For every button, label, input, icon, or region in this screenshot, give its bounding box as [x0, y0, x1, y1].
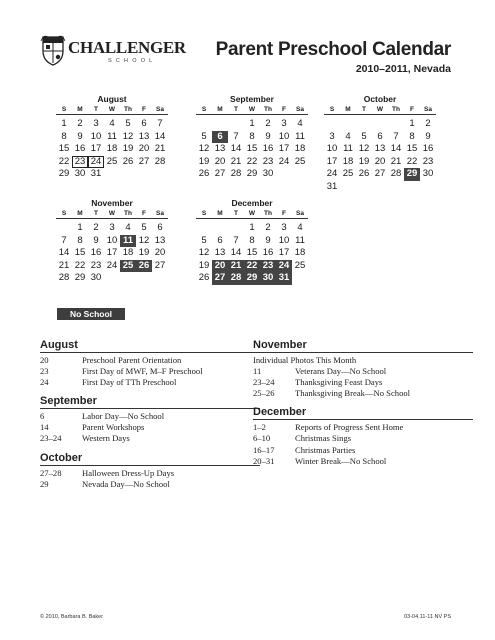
empty-day — [212, 222, 228, 235]
calendar-day: 14 — [390, 143, 402, 155]
calendar-day: 25 — [342, 168, 354, 180]
event-row — [253, 377, 473, 388]
calendar-day: 24 — [326, 168, 338, 180]
calendar-day: 20 — [214, 155, 226, 167]
calendar-day: 12 — [122, 130, 134, 142]
event-text: Labor Day—No School — [82, 411, 165, 422]
weekday-label: Sa — [424, 106, 432, 113]
day-grid — [56, 118, 168, 181]
calendar-day: 17 — [106, 247, 118, 259]
event-text: Christmas Parties — [295, 444, 356, 455]
calendar-day: 15 — [246, 247, 258, 259]
event-text: First Day of TTh Preschool — [82, 377, 177, 388]
event-month-heading: October — [40, 452, 260, 466]
calendar-day: 29 — [74, 272, 86, 284]
calendar-day: 17 — [90, 143, 102, 155]
event-text: Preschool Parent Orientation — [82, 355, 182, 365]
event-date: 23 — [40, 366, 49, 377]
weekday-label: T — [234, 210, 238, 217]
calendar-day: 13 — [374, 143, 386, 155]
calendar-october — [324, 94, 436, 194]
no-school-day: 25 — [120, 260, 136, 273]
no-school-day: 6 — [212, 131, 228, 144]
calendar-day: 19 — [198, 259, 210, 271]
weekday-label: S — [61, 210, 67, 217]
weekday-label: T — [362, 106, 366, 113]
calendar-day: 26 — [198, 168, 210, 180]
calendar-day: 24 — [88, 156, 104, 169]
no-school-day: 29 — [404, 168, 420, 181]
page-title: Parent Preschool Calendar — [215, 39, 451, 60]
event-section — [40, 339, 260, 388]
event-date: 25–26 — [253, 388, 275, 399]
empty-day — [228, 222, 244, 235]
weekday-label: F — [282, 106, 286, 113]
day-grid — [196, 222, 308, 285]
calendar-day: 31 — [90, 168, 102, 180]
calendar-day: 29 — [246, 168, 258, 180]
calendar-day: 22 — [246, 155, 258, 167]
calendar-december — [196, 198, 308, 285]
calendar-day: 11 — [107, 130, 117, 142]
day-grid — [324, 118, 436, 194]
calendar-day: 10 — [106, 234, 118, 246]
calendar-day: 7 — [233, 234, 239, 246]
event-month-heading: August — [40, 339, 260, 353]
weekday-header — [196, 209, 308, 219]
calendar-day: 3 — [281, 222, 287, 233]
event-date: 16–17 — [253, 444, 275, 455]
month-name: December — [231, 198, 273, 208]
calendar-day: 19 — [358, 155, 370, 167]
weekday-label: W — [108, 210, 116, 217]
calendar-day: 2 — [425, 118, 431, 129]
calendar-day: 29 — [58, 168, 70, 180]
weekday-label: T — [94, 106, 98, 113]
event-row — [40, 433, 260, 444]
calendar-day: 23 — [262, 155, 274, 167]
calendar-day: 25 — [294, 259, 306, 271]
calendar-day: 16 — [74, 143, 86, 155]
calendar-day: 7 — [393, 130, 399, 142]
event-row — [253, 388, 473, 399]
calendar-day: 28 — [58, 272, 70, 284]
calendar-day: 14 — [58, 247, 70, 259]
calendar-day: 30 — [90, 272, 102, 284]
calendar-day: 9 — [77, 130, 83, 142]
calendar-day: 22 — [58, 155, 70, 167]
weekday-header — [324, 105, 436, 115]
weekday-label: Th — [264, 106, 272, 113]
weekday-label: Sa — [156, 106, 164, 113]
event-month-heading: September — [40, 395, 260, 409]
calendar-day: 25 — [106, 155, 118, 167]
calendar-day: 9 — [265, 130, 271, 142]
month-name: August — [97, 94, 127, 104]
event-text: Thanksgiving Feast Days — [295, 377, 383, 388]
empty-day — [324, 118, 340, 131]
calendar-day: 6 — [141, 118, 147, 129]
weekday-label: W — [248, 106, 256, 113]
calendar-day: 2 — [77, 118, 83, 129]
calendar-day: 26 — [358, 168, 370, 180]
event-text: Reports of Progress Sent Home — [295, 422, 404, 433]
weekday-label: S — [201, 106, 207, 113]
calendar-day: 16 — [90, 247, 102, 259]
calendar-day: 2 — [93, 222, 99, 233]
calendar-day: 4 — [109, 118, 115, 129]
weekday-label: S — [201, 210, 207, 217]
calendar-day: 2 — [265, 118, 271, 129]
calendar-day: 13 — [214, 247, 226, 259]
event-date: 20 — [40, 355, 49, 365]
weekday-label: W — [376, 106, 384, 113]
event-date: 11 — [253, 366, 262, 377]
event-text: Winter Break—No School — [295, 455, 387, 466]
empty-day — [196, 118, 212, 131]
calendar-day: 21 — [154, 143, 166, 155]
calendar-day: 5 — [125, 118, 131, 129]
empty-day — [56, 222, 72, 235]
calendar-day: 5 — [201, 130, 207, 142]
day-grid — [196, 118, 308, 181]
empty-day — [212, 118, 228, 131]
event-row — [40, 411, 260, 422]
calendar-day: 18 — [106, 143, 118, 155]
day-grid — [56, 222, 168, 285]
calendar-day: 28 — [230, 168, 242, 180]
calendar-day: 9 — [425, 130, 431, 142]
calendar-day: 26 — [122, 155, 134, 167]
weekday-label: F — [282, 210, 286, 217]
weekday-label: T — [234, 106, 238, 113]
calendar-day: 1 — [61, 118, 67, 129]
calendar-day: 21 — [230, 155, 242, 167]
calendar-day: 27 — [138, 155, 150, 167]
calendar-day: 10 — [90, 130, 102, 142]
calendar-day: 27 — [154, 259, 166, 271]
event-section — [253, 339, 473, 399]
calendar-day: 6 — [157, 222, 163, 233]
calendar-day: 5 — [201, 234, 207, 246]
calendar-day: 5 — [141, 222, 147, 233]
calendar-day: 11 — [295, 130, 305, 142]
weekday-label: W — [248, 210, 256, 217]
event-text: Veterans Day—No School — [295, 366, 387, 377]
calendar-day: 17 — [326, 155, 338, 167]
event-row — [40, 422, 260, 433]
event-row — [40, 366, 260, 377]
event-month-heading: December — [253, 406, 473, 420]
calendar-day: 8 — [409, 130, 415, 142]
event-section — [40, 395, 260, 444]
weekday-label: W — [108, 106, 116, 113]
event-text: Nevada Day—No School — [82, 478, 170, 489]
calendar-day: 13 — [214, 143, 226, 155]
calendar-day: 4 — [297, 222, 303, 233]
empty-day — [340, 118, 356, 131]
calendar-day: 19 — [122, 143, 134, 155]
no-school-day: 28 — [228, 272, 244, 285]
calendar-day: 27 — [374, 168, 386, 180]
calendar-day: 9 — [265, 234, 271, 246]
event-date: 27–28 — [40, 467, 62, 478]
no-school-day: 31 — [276, 272, 292, 285]
event-row — [253, 422, 473, 433]
calendar-day: 18 — [122, 247, 134, 259]
calendar-day: 15 — [74, 247, 86, 259]
calendar-day: 18 — [294, 247, 306, 259]
calendar-day: 7 — [61, 234, 67, 246]
calendar-day: 11 — [343, 143, 353, 155]
calendar-day: 23 — [422, 155, 434, 167]
event-row — [40, 355, 260, 366]
calendar-day: 22 — [74, 259, 86, 271]
calendar-november — [56, 198, 168, 285]
calendar-day: 14 — [230, 247, 242, 259]
calendar-day: 16 — [262, 143, 274, 155]
calendar-day: 28 — [154, 155, 166, 167]
event-row — [40, 377, 260, 388]
calendar-day: 12 — [138, 234, 150, 246]
calendar-day: 28 — [390, 168, 402, 180]
calendar-day: 23 — [72, 156, 88, 169]
event-date: 29 — [40, 478, 49, 489]
calendar-day: 13 — [154, 234, 166, 246]
event-row — [253, 366, 473, 377]
event-date: 23–24 — [253, 377, 275, 388]
calendar-day: 30 — [422, 168, 434, 180]
event-section — [253, 406, 473, 466]
calendar-day: 3 — [109, 222, 115, 233]
calendar-day: 12 — [358, 143, 370, 155]
no-school-day: 24 — [276, 260, 292, 273]
weekday-header — [56, 209, 168, 219]
calendar-day: 6 — [377, 130, 383, 142]
calendar-day: 15 — [406, 143, 418, 155]
event-note: Individual Photos This Month — [253, 355, 357, 365]
event-date: 24 — [40, 377, 49, 388]
empty-day — [228, 118, 244, 131]
calendar-day: 4 — [297, 118, 303, 129]
event-text: Western Days — [82, 433, 130, 444]
events-right-column — [253, 339, 473, 474]
event-text: First Day of MWF, M–F Preschool — [82, 366, 203, 377]
month-name: September — [230, 94, 274, 104]
empty-day — [372, 118, 388, 131]
no-school-day: 20 — [212, 260, 228, 273]
calendar-day: 27 — [214, 168, 226, 180]
events-left-column — [40, 339, 260, 497]
calendar-day: 30 — [74, 168, 86, 180]
month-name: November — [91, 198, 133, 208]
weekday-label: T — [94, 210, 98, 217]
calendar-day: 18 — [294, 143, 306, 155]
calendar-august — [56, 94, 168, 181]
weekday-label: M — [77, 210, 83, 217]
calendar-day: 14 — [154, 130, 166, 142]
calendar-day: 16 — [422, 143, 434, 155]
calendar-day: 31 — [326, 180, 338, 192]
calendar-day: 20 — [374, 155, 386, 167]
no-school-day: 27 — [212, 272, 228, 285]
calendar-day: 9 — [93, 234, 99, 246]
calendar-day: 15 — [246, 143, 258, 155]
calendar-day: 16 — [262, 247, 274, 259]
calendar-day: 23 — [90, 259, 102, 271]
calendar-day: 17 — [278, 247, 290, 259]
calendar-day: 24 — [278, 155, 290, 167]
calendar-day: 30 — [262, 168, 274, 180]
logo-subtitle: SCHOOL — [108, 58, 157, 64]
weekday-label: S — [61, 106, 67, 113]
weekday-label: M — [77, 106, 83, 113]
month-name: October — [363, 94, 397, 104]
event-row — [40, 468, 260, 479]
calendar-day: 8 — [61, 130, 67, 142]
calendar-day: 6 — [217, 234, 223, 246]
calendar-day: 1 — [249, 222, 255, 233]
event-text: Halloween Dress-Up Days — [82, 467, 175, 478]
calendar-day: 15 — [58, 143, 70, 155]
calendar-day: 19 — [198, 155, 210, 167]
calendar-day: 3 — [93, 118, 99, 129]
page-subtitle: 2010–2011, Nevada — [355, 63, 451, 75]
event-date: 6 — [40, 411, 45, 422]
calendar-day: 26 — [198, 272, 210, 284]
calendar-day: 13 — [138, 130, 150, 142]
weekday-label: F — [142, 106, 146, 113]
event-row — [253, 445, 473, 456]
calendar-day: 17 — [278, 143, 290, 155]
document-code-footer: 03-04.11-11 NV PS — [404, 614, 451, 620]
calendar-day: 4 — [345, 130, 351, 142]
empty-day — [356, 118, 372, 131]
calendar-day: 7 — [233, 130, 239, 142]
weekday-label: S — [329, 106, 335, 113]
calendar-day: 3 — [329, 130, 335, 142]
weekday-label: Th — [392, 106, 400, 113]
calendar-day: 18 — [342, 155, 354, 167]
calendar-day: 12 — [198, 247, 210, 259]
weekday-header — [56, 105, 168, 115]
weekday-label: F — [410, 106, 414, 113]
calendar-day: 20 — [154, 247, 166, 259]
event-section — [40, 452, 260, 490]
weekday-header — [196, 105, 308, 115]
calendar-day: 25 — [294, 155, 306, 167]
event-text: Thanksgiving Break—No School — [295, 388, 411, 399]
event-text: Parent Workshops — [82, 422, 145, 433]
calendar-day: 1 — [409, 118, 415, 129]
weekday-label: M — [217, 106, 223, 113]
logo-wordmark: CHALLENGER — [68, 38, 186, 57]
event-date: 6–10 — [253, 433, 271, 444]
no-school-day: 11 — [120, 235, 136, 248]
calendar-day: 8 — [77, 234, 83, 246]
calendar-september — [196, 94, 308, 181]
no-school-day: 22 — [244, 260, 260, 273]
no-school-day: 21 — [228, 260, 244, 273]
weekday-label: M — [345, 106, 351, 113]
weekday-label: M — [217, 210, 223, 217]
calendar-day: 12 — [198, 143, 210, 155]
event-date: 20–31 — [253, 455, 275, 466]
no-school-legend: No School — [57, 308, 125, 320]
event-date: 14 — [40, 422, 49, 433]
weekday-label: Sa — [156, 210, 164, 217]
no-school-day: 30 — [260, 272, 276, 285]
calendar-day: 8 — [249, 234, 255, 246]
empty-day — [388, 118, 404, 131]
calendar-day: 10 — [278, 234, 290, 246]
calendar-day: 1 — [77, 222, 83, 233]
empty-day — [196, 222, 212, 235]
calendar-day: 14 — [230, 143, 242, 155]
calendar-day: 7 — [157, 118, 163, 129]
weekday-label: Sa — [296, 210, 304, 217]
event-date: 23–24 — [40, 433, 62, 444]
calendar-day: 21 — [58, 259, 70, 271]
calendar-day: 3 — [281, 118, 287, 129]
challenger-logo — [40, 33, 186, 73]
event-row — [40, 479, 260, 490]
weekday-label: Th — [124, 106, 132, 113]
calendar-day: 19 — [138, 247, 150, 259]
event-date: 1–2 — [253, 422, 266, 433]
calendar-day: 2 — [265, 222, 271, 233]
weekday-label: F — [142, 210, 146, 217]
calendar-day: 10 — [278, 130, 290, 142]
event-text: Christmas Sings — [295, 433, 352, 444]
calendar-day: 11 — [295, 234, 305, 246]
event-month-heading: November — [253, 339, 473, 353]
calendar-day: 8 — [249, 130, 255, 142]
calendar-day: 4 — [125, 222, 131, 233]
event-row — [253, 456, 473, 467]
calendar-day: 22 — [406, 155, 418, 167]
calendar-day: 10 — [326, 143, 338, 155]
no-school-day: 29 — [244, 272, 260, 285]
no-school-day: 23 — [260, 260, 276, 273]
copyright-footer: © 2010, Barbara B. Baker — [40, 614, 104, 620]
calendar-day: 24 — [106, 259, 118, 271]
weekday-label: Sa — [296, 106, 304, 113]
calendar-day: 5 — [361, 130, 367, 142]
weekday-label: Th — [264, 210, 272, 217]
calendar-day: 21 — [390, 155, 402, 167]
calendar-day: 20 — [138, 143, 150, 155]
weekday-label: Th — [124, 210, 132, 217]
event-row — [253, 433, 473, 444]
no-school-day: 26 — [136, 260, 152, 273]
calendar-day: 1 — [249, 118, 255, 129]
crest-icon — [40, 33, 66, 67]
